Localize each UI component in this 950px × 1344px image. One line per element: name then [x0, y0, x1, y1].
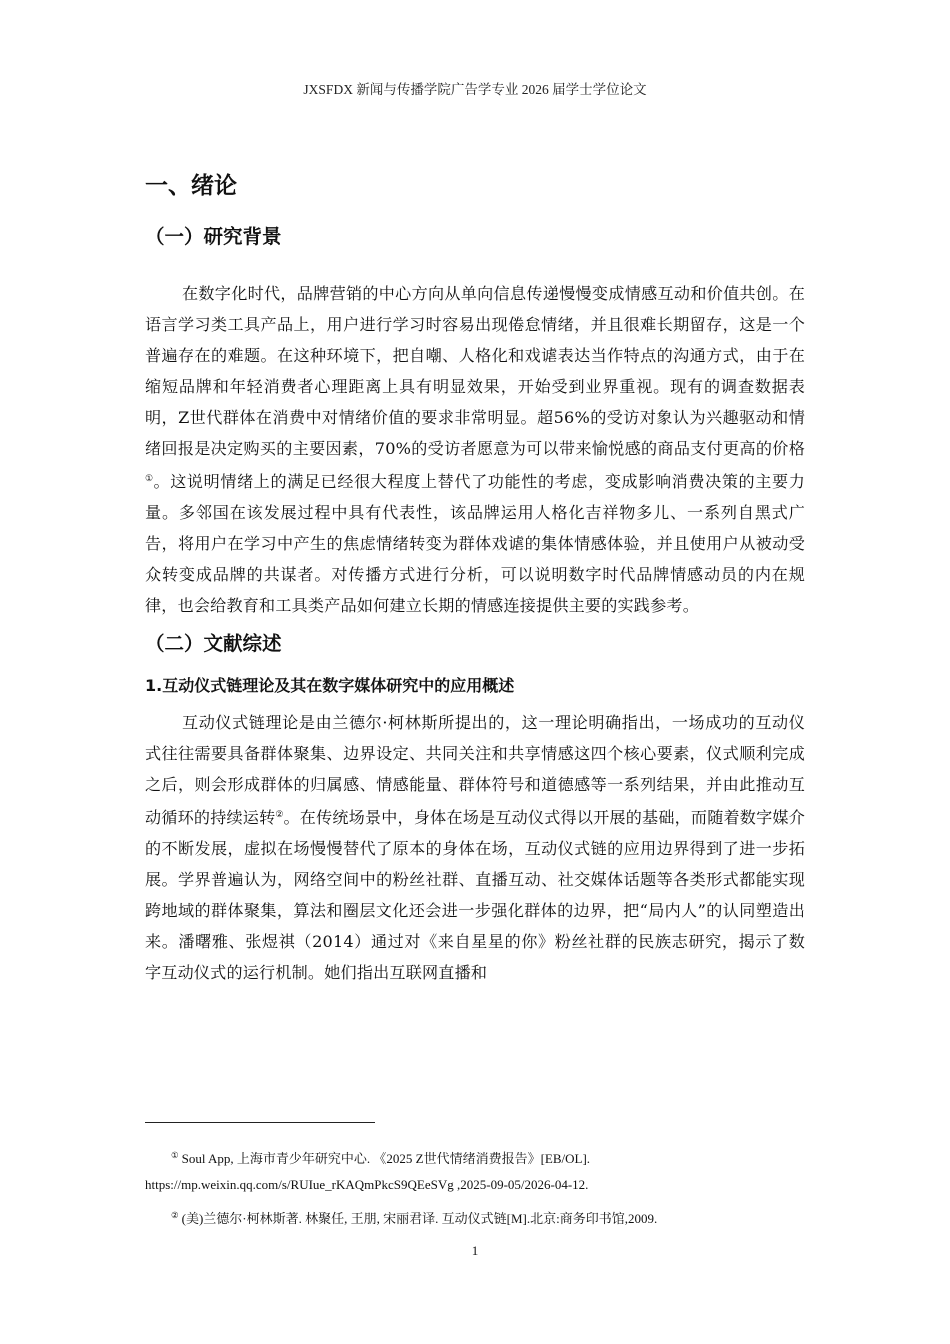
- background-paragraph: [145, 278, 805, 621]
- section-title-literature-review: （二）文献综述: [145, 632, 282, 655]
- body-content: [145, 162, 805, 988]
- footnote-1-url[interactable]: https://mp.weixin.qq.com/s/RUIue_rKAQmPkcS9QEeSVg ,2025-09-05/2026-04-12.: [145, 1177, 589, 1192]
- ritual-text-part1: 互动仪式链理论是由兰德尔·柯林斯所提出的，这一理论明确指出，一场成功的互动仪式往往需要具备群体聚集、边界设定、共同关注和共享情感这四个核心要素，仪式顺利完成之后，则会形成群体的归属感、情感能量、群体符号和道德感等一系列结果，并由此推动互动循环的持续运转: [145, 713, 805, 827]
- footnote-ref-1[interactable]: ①: [145, 474, 154, 484]
- footnote-1: [145, 1140, 805, 1170]
- ritual-chain-paragraph: [145, 707, 805, 988]
- section-title-background: （一）研究背景: [145, 225, 282, 248]
- footnote-2-mark: ②: [171, 1210, 179, 1220]
- ritual-text-part2: 。在传统场景中，身体在场是互动仪式得以开展的基础，而随着数字媒介的不断发展，虚拟在场慢慢替代了原本的身体在场，互动仪式链的应用边界得到了进一步拓展。学界普遍认为，网络空间中的粉丝社群、直播互动、社交媒体话题等各类形式都能实现跨地域的群体聚集，算法和圈层文化还会进一步强化群体的边界，把“局内人”的认同塑造出来。潘曙雅、张煜祺（2014）通过对《来自星星的你》粉丝社群的民族志研究，揭示了数字互动仪式的运行机制。她们指出互联网直播和: [145, 808, 805, 982]
- footnote-divider: [145, 1122, 375, 1123]
- footnote-ref-2[interactable]: ②: [275, 810, 284, 820]
- running-header: JXSFDX 新闻与传播学院广告学专业 2026 届学士学位论文: [303, 82, 647, 97]
- footnote-1-mark: ①: [171, 1150, 179, 1160]
- footnote-2: [145, 1200, 805, 1230]
- chapter-title: 一、绪论: [145, 173, 237, 199]
- background-text-part1: 在数字化时代，品牌营销的中心方向从单向信息传递慢慢变成情感互动和价值共创。在语言学习类工具产品上，用户进行学习时容易出现倦怠情绪，并且很难长期留存，这是一个普遍存在的难题。在这种环境下，把自嘲、人格化和戏谑表达当作特点的沟通方式，由于在缩短品牌和年轻消费者心理距离上具有明显效果，开始受到业界重视。现有的调查数据表明，Z世代群体在消费中对情绪价值的要求非常明显。超56%的受访对象认为兴趣驱动和情绪回报是决定购买的主要因素，70%的受访者愿意为可以带来愉悦感的商品支付更高的价格: [145, 284, 805, 458]
- background-text-part2: 。这说明情绪上的满足已经很大程度上替代了功能性的考虑，变成影响消费决策的主要力量。多邻国在该发展过程中具有代表性，该品牌运用人格化吉祥物多儿、一系列自黑式广告，将用户在学习中产生的焦虑情绪转变为群体戏谑的集体情感体验，并且使用户从被动受众转变成品牌的共谋者。对传播方式进行分析，可以说明数字时代品牌情感动员的内在规律，也会给教育和工具类产品如何建立长期的情感连接提供主要的实践参考。: [145, 472, 805, 615]
- subsection-title-ritual-chain: 1.互动仪式链理论及其在数字媒体研究中的应用概述: [145, 676, 515, 695]
- footnotes: [145, 1140, 805, 1230]
- page-number: 1: [471, 1243, 479, 1258]
- footnote-2-text: (美)兰德尔·柯林斯著. 林聚任, 王朋, 宋丽君译. 互动仪式链[M].北京:商务印书馆,2009.: [181, 1211, 658, 1226]
- footnote-1-text: Soul App, 上海市青少年研究中心. 《2025 Z世代情绪消费报告》[EB/OL].: [181, 1151, 591, 1166]
